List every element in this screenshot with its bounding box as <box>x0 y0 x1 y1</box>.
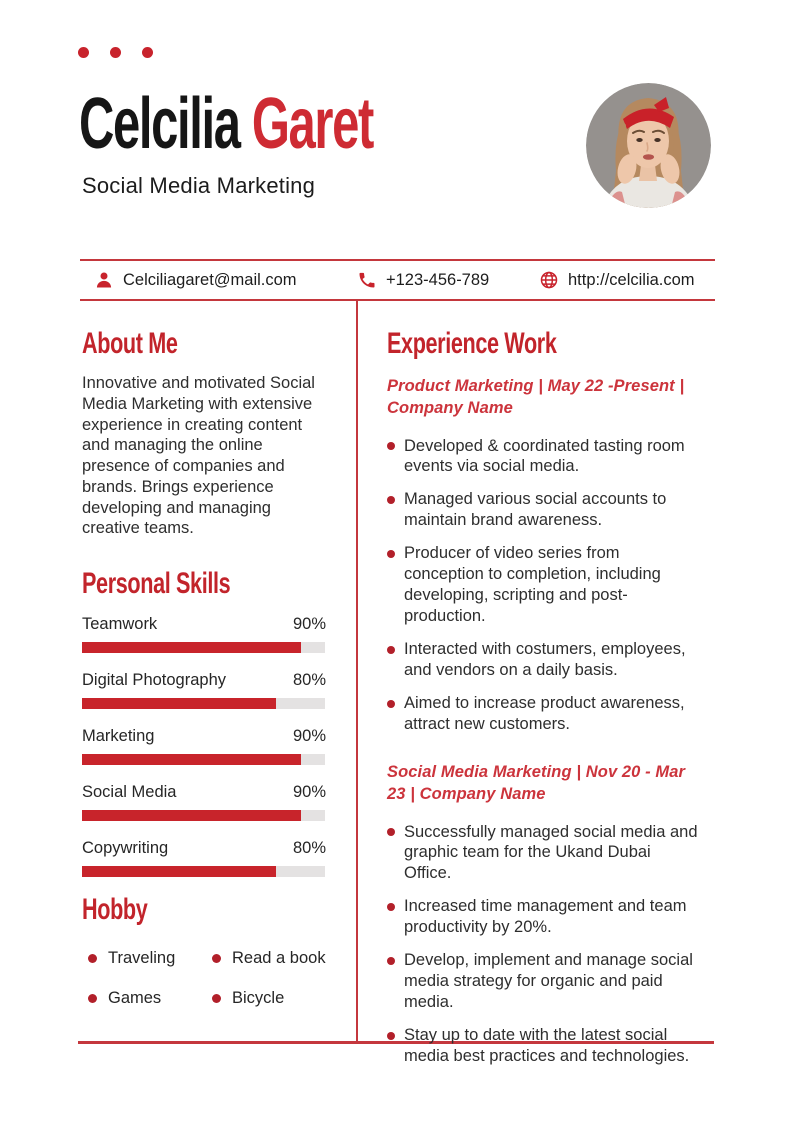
job-bullet <box>387 489 702 531</box>
skill-progress-fill <box>82 866 276 877</box>
experience-title: Experience Work <box>387 327 557 360</box>
bullet-dot-icon <box>387 903 395 911</box>
bullet-dot-icon <box>387 957 395 965</box>
hobby-item <box>82 989 206 1008</box>
job-bullet-text: Develop, implement and manage social media strategy for organic and paid media. <box>404 951 693 1012</box>
bullet-dot-icon <box>387 496 395 504</box>
experience-section <box>387 329 715 1067</box>
hobby-label: Bicycle <box>232 989 285 1008</box>
job-bullet-list <box>387 822 702 1068</box>
skill-item <box>82 727 326 765</box>
job-bullet-list <box>387 436 702 735</box>
left-column <box>80 301 356 1041</box>
email-value[interactable]: Celciliagaret@mail.com <box>123 270 297 289</box>
skill-item <box>82 615 326 653</box>
job-bullet-text: Increased time management and team productivity by 20%. <box>404 897 687 937</box>
bullet-dot-icon <box>212 994 221 1003</box>
job-bullet <box>387 436 702 478</box>
bullet-dot-icon <box>387 646 395 654</box>
skill-progress-fill <box>82 810 301 821</box>
skill-percent: 90% <box>292 783 326 802</box>
job-bullet-text: Developed & coordinated tasting room events via social media. <box>404 436 685 476</box>
bullet-dot-icon <box>387 550 395 558</box>
right-column <box>356 301 715 1066</box>
bullet-dot-icon <box>212 954 221 963</box>
skill-progress-fill <box>82 642 301 653</box>
job-bullet-text: Successfully managed social media and graphic team for the Ukand Dubai Office. <box>404 822 698 883</box>
content-columns <box>80 301 715 1066</box>
column-divider <box>356 301 358 1041</box>
job-title-subtitle: Social Media Marketing <box>82 173 316 198</box>
skill-progress-fill <box>82 754 301 765</box>
skill-label: Digital Photography <box>82 671 227 690</box>
phone-icon <box>357 270 377 290</box>
job-bullet <box>387 950 702 1013</box>
about-text: Innovative and motivated Social Media Marketing with extensive experience in creating content and managing the online presence of companies and brands. Brings experience developing and managing creative teams. <box>82 374 315 538</box>
job-bullet-text: Producer of video series from conception to completion, including developing, scripting and post-production. <box>404 544 661 626</box>
hobby-item <box>206 989 326 1008</box>
skill-progress-track <box>82 754 325 765</box>
skill-item <box>82 783 326 821</box>
hobby-title: Hobby <box>82 893 148 927</box>
decorative-dots-icon <box>78 47 153 58</box>
skill-percent: 90% <box>292 727 326 746</box>
skills-list <box>82 615 326 877</box>
job-title: Product Marketing | May 22 -Present | Company Name <box>387 377 685 418</box>
about-section <box>82 329 326 539</box>
skill-progress-track <box>82 642 325 653</box>
skill-item <box>82 839 326 877</box>
job-bullet <box>387 639 702 681</box>
contact-phone <box>357 270 539 290</box>
contact-bar <box>80 259 715 301</box>
website-value[interactable]: http://celcilia.com <box>568 270 695 289</box>
skill-label: Teamwork <box>82 615 158 634</box>
bullet-dot-icon <box>387 1032 395 1040</box>
contact-email <box>94 270 357 290</box>
bullet-dot-icon <box>387 442 395 450</box>
about-title: About Me <box>82 327 178 360</box>
bullet-dot-icon <box>387 700 395 708</box>
last-name: Garet <box>251 84 373 164</box>
skill-progress-fill <box>82 698 276 709</box>
bullet-dot-icon <box>88 994 97 1003</box>
job-bullet <box>387 822 702 885</box>
job-bullet-text: Stay up to date with the latest social media best practices and technologies. <box>404 1026 690 1066</box>
skill-percent: 80% <box>292 839 326 858</box>
job-bullet-text: Interacted with costumers, employees, and vendors on a daily basis. <box>404 640 686 680</box>
person-name <box>79 84 373 164</box>
job-bullet <box>387 693 702 735</box>
job-bullet-text: Aimed to increase product awareness, attract new customers. <box>404 694 685 734</box>
skills-section <box>82 569 326 877</box>
hobby-label: Games <box>108 989 162 1008</box>
experience-job <box>387 375 715 735</box>
skills-title: Personal Skills <box>82 567 231 601</box>
bullet-dot-icon <box>387 828 395 836</box>
profile-photo <box>586 83 711 208</box>
contact-website <box>539 270 695 290</box>
skill-percent: 80% <box>292 671 326 690</box>
person-icon <box>94 270 114 290</box>
globe-icon <box>539 270 559 290</box>
hobby-section <box>82 895 326 1008</box>
skill-label: Marketing <box>82 727 155 746</box>
hobby-list <box>82 949 326 1008</box>
skill-progress-track <box>82 810 325 821</box>
phone-value[interactable]: +123-456-789 <box>386 270 490 289</box>
job-title: Social Media Marketing | Nov 20 - Mar 23 | Company Name <box>387 762 686 804</box>
bullet-dot-icon <box>88 954 97 963</box>
hobby-item <box>82 949 206 968</box>
hobby-label: Traveling <box>108 949 176 968</box>
skill-label: Social Media <box>82 783 177 802</box>
job-bullet <box>387 1025 702 1067</box>
skill-label: Copywriting <box>82 839 169 858</box>
hobby-label: Read a book <box>232 949 326 968</box>
skill-percent: 90% <box>292 615 326 634</box>
header <box>0 0 793 259</box>
skill-progress-track <box>82 866 325 877</box>
experience-job <box>387 761 715 1067</box>
hobby-item <box>206 949 326 968</box>
portrait-illustration <box>586 83 711 208</box>
skill-item <box>82 671 326 709</box>
job-bullet <box>387 896 702 938</box>
job-bullet <box>387 543 702 627</box>
job-bullet-text: Managed various social accounts to maintain brand awareness. <box>404 490 667 530</box>
skill-progress-track <box>82 698 325 709</box>
first-name: Celcilia <box>79 84 252 164</box>
